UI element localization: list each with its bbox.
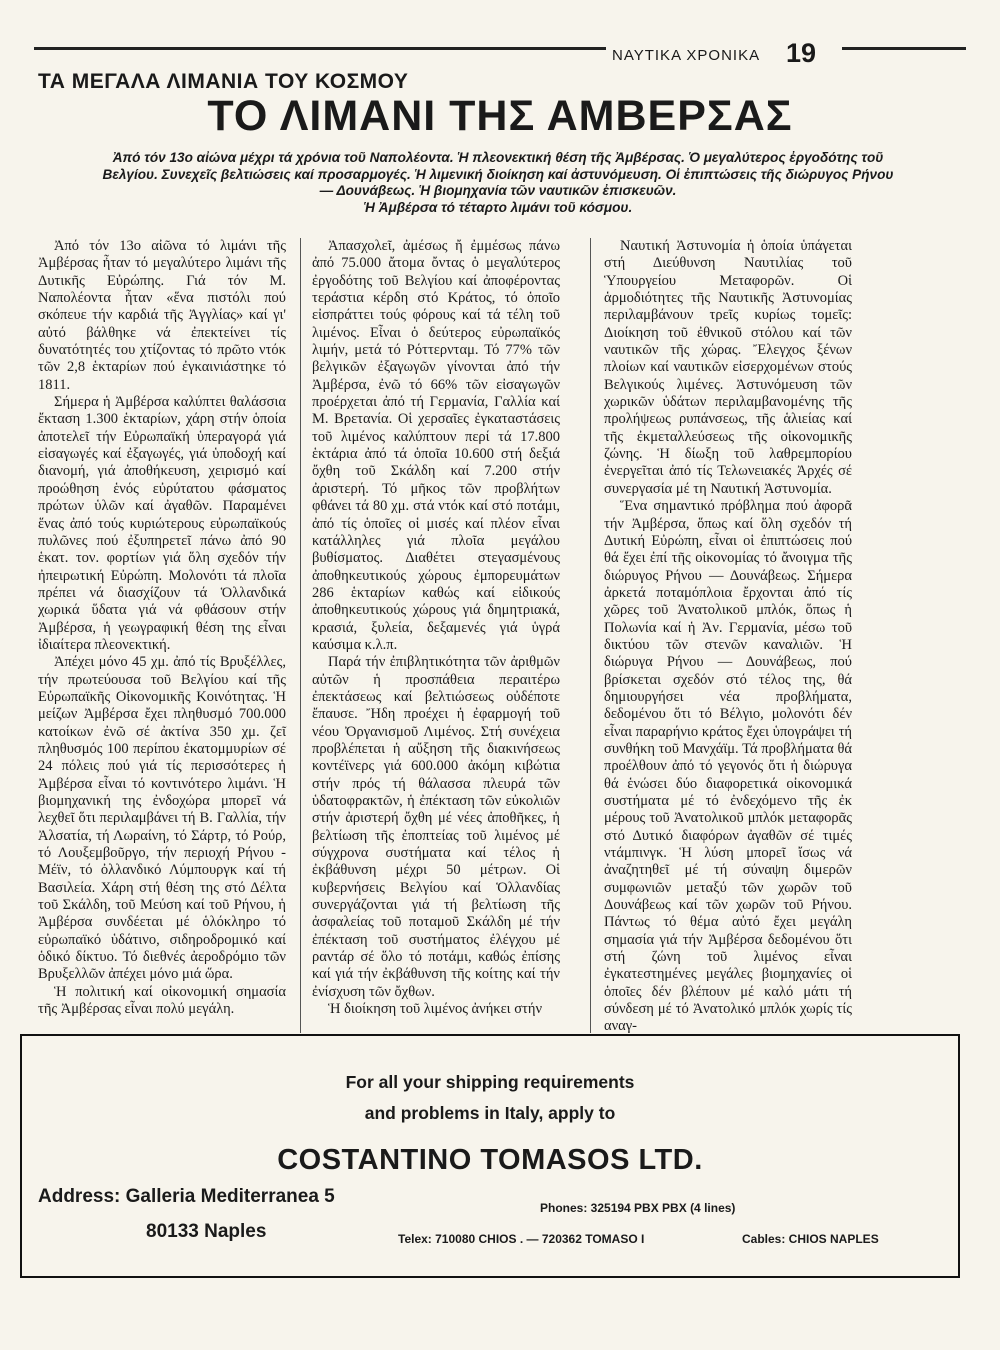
ad-cables: Cables: CHIOS NAPLES [742,1232,879,1246]
article-column-3 [604,238,852,1036]
paragraph: Ἡ πολιτική καί οἰκονομική σημασία τῆς Ἀμβέρσας εἶναι πολύ μεγάλη. [38,983,286,1018]
article-column-2 [312,238,560,1018]
series-kicker: ΤΑ ΜΕΓΑΛΑ ΛΙΜΑΝΙΑ ΤΟΥ ΚΟΣΜΟΥ [38,70,409,93]
article-headline: ΤΟ ΛΙΜΑΝΙ ΤΗΣ ΑΜΒΕΡΣΑΣ [207,92,793,140]
ad-address: Address: Galleria Mediterranea 5 [38,1186,335,1207]
column-divider [300,238,301,1033]
paragraph: Σήμερα ἡ Ἀμβέρσα καλύπτει θαλάσσια ἔκταση 1.300 ἑκταρίων, χάρη στήν ὁποία ἀποτελεῖ τήν Εὐρωπαϊκή ὑπεραγορά γιά εἰσαγωγές καί ἐξαγωγές, γιά ὑποδοχή καί διανομή, γιά ἀποθήκευση, χειρισμό καί προώθηση ἑνός εὐρύτατου φάσματος πρώτων ὑλῶν καί ἀγαθῶν. Παραμένει ἕνας ἀπό τούς κυριώτερους εὐρωπαϊκούς πυλῶνες πού ἐξυπηρετεῖ πάνω ἀπό 90 ἑκατ. τον. φορτίων γιά ὅλη σχεδόν τήν ἠπειρωτική Εὐρώπη. Μολονότι τά πλοῖα πρέπει νά διασχίζουν τά Ὁλλανδικά χωρικά ὕδατα γιά νά φθάσουν στήν Ἀμβέρσα, ἡ γεωγραφική θέση της εἶναι ἰδιαίτερα πλεονεκτική. [38,394,286,653]
paragraph: Ἕνα σημαντικό πρόβλημα πού ἀφορᾶ τήν Ἀμβέρσα, ὅπως καί ὅλη σχεδόν τή Δυτική Εὐρώπη, εἶναι οἱ ἐπιπτώσεις πού θά ἔχει ἐπί τῆς οἰκονομίας τό ἄνοιγμα τῆς διώρυγος Ρήνου — Δουνάβεως. Σήμερα ἀρκετά ποταμόπλοια ἔρχονται ἀπό τίς χῶρες τοῦ Ἀνατολικοῦ μπλόκ, ὅπως ἡ Πολωνία καί ἡ Ἀν. Γερμανία, μέσω τοῦ δικτύου τῶν στενῶν καναλιῶν. Ἡ διώρυγα Ρήνου — Δουνάβεως, πού βρίσκεται σχεδόν στό τέλος της, θά δημιουργήσει νέα προβλήματα, δεδομένου ὅτι τό Βέλγιο, μολονότι δέν εἶναι παραρήνιο κράτος ἔχει ὑπογράψει τή συνθήκη τοῦ Μανχάϊμ. Τά προβλήματα θά προέλθουν ἀπό τό γεγονός ὅτι ἡ διώρυγα θά ἑνώσει δύο διαφορετικά οἰκονομικά συστήματα μέ τό ἐνδεχόμενο τῆς ἐκ μέρους τοῦ Ἀνατολικοῦ μπλόκ μεταφορᾶς στό Δυτικό διαφόρων ἀγαθῶν σέ τιμές ντάμπινγκ. Ἡ λύση μπορεῖ ἴσως νά ἀναζητηθεῖ μέ τή σύναψη διμερῶν συμφωνιῶν μεταξύ τῶν χωρῶν τοῦ Δουνάβεως καί τῶν χωρῶν τοῦ Ρήνου. Πάντως τό θέμα αὐτό ἔχει μεγάλη σημασία γιά τήν Ἀμβέρσα δεδομένου ὅτι στή ζώνη τοῦ λιμένος εἶναι ἐγκατεστημένες μεγάλες βιομηχανίες οἱ ὁποῖες δέν βλέπουν μέ καλό μάτι τή σύνδεση μέ τό Ἀνατολικό μπλόκ χωρίς τίς αναγ- [604,498,852,1035]
summary-line: Ἡ Ἀμβέρσα τό τέταρτο λιμάνι τοῦ κόσμου. [363,199,633,215]
ad-tagline: For all your shipping requirements [345,1072,635,1092]
page-number: 19 [786,38,817,68]
summary-line: Ἀπό τόν 13ο αἰώνα μέχρι τά χρόνια τοῦ Ναπολέοντα. Ἡ πλεονεκτική θέση τῆς Ἀμβέρσας. Ὁ μεγαλύτερος ἐργοδότης τοῦ Βελγίου. Συνεχεῖς βελτιώσεις καί προσαρμογές. Ἡ λιμενική διοίκηση καί ἀστυνόμευση. Οἱ ἐπιπτώσεις τῆς διώρυγος Ρήνου— Δουνάβεως. Ἡ βιομηχανία τῶν ναυτικῶν ἐπισκευῶν. [102,150,894,198]
paragraph: Ἡ διοίκηση τοῦ λιμένος ἀνήκει στήν [328,1001,542,1018]
section-title: ΝΑΥΤΙΚΑ ΧΡΟΝΙΚΑ [612,47,761,64]
ad-phones: Phones: 325194 PBX PBX (4 lines) [540,1201,736,1215]
article-column-1 [38,238,286,1018]
header-rule-right [842,47,966,50]
ad-company-name: COSTANTINO TOMASOS LTD. [277,1144,703,1176]
paragraph: Ἀπασχολεῖ, ἀμέσως ἤ ἐμμέσως πάνω ἀπό 75.000 ἄτομα ὄντας ὁ μεγαλύτερος ἐργοδότης τοῦ Βελγίου καί ἀποφέροντας τεράστια κέρδη στό Κράτος, τό ὁποῖο εἰσπράττει τούς φόρους καί τά τέλη τοῦ λιμένος. Εἶναι ὁ δεύτερος εὐρωπαϊκός λιμήν, μετά τό Ρόττερνταμ. Τό 77% τῶν βελγικῶν ἐξαγωγῶν γίνονται ἀπό τήν Ἀμβέρσα, ἐνῶ τό 66% τῶν εἰσαγωγῶν προέρχεται ἀπό τή Γερμανία, Γαλλία καί Μ. Βρετανία. Οἱ χερσαῖες ἐγκαταστάσεις τοῦ λιμένος καλύπτουν περί τά 17.800 ἑκτάρια ἀπό τά ὁποῖα 10.600 στή δεξιά ὄχθη τοῦ Σκάλδη καί 7.200 στήν ἀριστερή. Τό μῆκος τῶν προβλήτων φθάνει τά 80 χμ. στά ντόκ καί στό ποτάμι, ἀπό τίς ὁποῖες οἱ μισές καί πλέον εἶναι κατάλληλες γιά πλοῖα μεγάλου βυθίσματος. Διαθέτει στεγασμένους ἀποθηκευτικούς χώρους ἐμπορευμάτων 286 ἑκταρίων καθώς καί εἰδικούς ἀποθηκευτικούς χώρους γιά δημητριακά, κρασιά, ξυλεία, δεξαμενές γιά ὑγρά καύσιμα κ.λ.π. [312,238,560,653]
ad-telex: Telex: 710080 CHIOS . — 720362 TOMASO I [398,1232,645,1246]
header-rule-left [34,47,606,50]
ad-tagline: and problems in Italy, apply to [364,1103,616,1123]
paragraph: Παρά τήν ἐπιβλητικότητα τῶν ἀριθμῶν αὐτῶν ἡ προσπάθεια περαιτέρω ἐπεκτάσεως καί βελτιώσεως οὐδέποτε ἔπαυσε. Ἤδη προέχει ἡ ἐφαρμογή τοῦ νέου Ὀργανισμοῦ Λιμένος. Στή συνέχεια προβλέπεται ἡ αὔξηση τῆς διακινήσεως κοντέϊνερς γιά 600.000 ἀκόμη κιβώτια στήν πρός τή θάλασσα πλευρά τῶν ὑδατοφρακτῶν, ἡ ἐπέκταση τῶν εὐκολιῶν στήν ἀριστερή ὄχθη μέ νέες ἀποθῆκες, ἡ βελτίωση τῆς ἐποπτείας τοῦ λιμένος μέ σύγχρονα συστήματα καί τέλος ἡ ἐκβάθυνση μέχρι 50 μέτρων. Οἱ κυβερνήσεις Βελγίου καί Ὁλλανδίας συνεργάζονται γιά τή βελτίωση τῆς ἀσφαλείας τοῦ ποταμοῦ Σκάλδη μέ τήν ἐπέκταση τοῦ συστήματος ἐλέγχου μέ ραντάρ σέ ὅλο τό ποτάμι, καθώς ἐπίσης καί γιά τήν ἐκβάθυνση τῆς κοίτης καί τήν ἐνίσχυση τῶν ὄχθων. [312,654,560,1000]
column-divider [590,238,591,1033]
article-summary [98,150,898,216]
ad-city: 80133 Naples [146,1221,267,1242]
paragraph: Ναυτική Ἀστυνομία ἡ ὁποία ὑπάγεται στή Διεύθυνση Ναυτιλίας τοῦ Ὑπουργείου Μεταφορῶν. Οἱ ἁρμοδιότητες τῆς Ναυτικῆς Ἀστυνομίας περιλαμβάνουν τρεῖς κυρίως τομεῖς: Διοίκηση τοῦ ἐθνικοῦ στόλου καί τῶν ναυτικῶν τῆς χώρας. Ἔλεγχος ξένων πλοίων καί ναυτικῶν εἰσερχομένων στούς Βελγικούς λιμένες. Ἀστυνόμευση τῶν χωρικῶν ὑδάτων περιλαμβανομένης τῆς προλήψεως ρυπάνσεως, τῆς ἁλιείας καί τῆς ἐκμεταλλεύσεως τῆς οἰκονομικῆς ζώνης. Ἡ δίωξη τοῦ λαθρεμπορίου ἐνεργεῖται ἀπό τίς Τελωνειακές Ἀρχές σέ συνεργασία μέ τη Ναυτική Ἀστυνομία. [604,238,852,497]
paragraph: Ἀπό τόν 13ο αἰῶνα τό λιμάνι τῆς Ἀμβέρσας ἦταν τό μεγαλύτερο λιμάνι τῆς Δυτικῆς Εὐρώπης. Γιά τόν Μ. Ναπολέοντα ἦταν «ἕνα πιστόλι πού σκόπευε τήν καρδιά τῆς Ἀγγλίας» καί γι' αὐτό βάλθηκε νά ἐπεκτείνει τίς δυνατότητές του χτίζοντας τό πρῶτο ντόκ τῶν 2,8 ἑκταρίων πού ἐγκαινιάστηκε τό 1811. [38,238,286,393]
paragraph: Ἀπέχει μόνο 45 χμ. ἀπό τίς Βρυξέλλες, τήν πρωτεύουσα τοῦ Βελγίου καί τῆς Εὐρωπαϊκῆς Οἰκονομικῆς Κοινότητας. Ἡ μείζων Ἀμβέρσα ἔχει πληθυσμό 700.000 κατοίκων ἐνῶ σέ ἀκτίνα 350 χμ. ζεῖ πληθυσμός 100 περίπου ἑκατομμυρίων σέ 24 πόλεις πού γιά τίς περισσότερες ἡ Ἀμβέρσα εἶναι τό κοντινότερο λιμάνι. Ἡ βιομηχανική της ἐνδοχώρα μπορεῖ νά λεχθεῖ ὅτι περιλαμβάνει τή Β. Γαλλία, τήν Ἀλσατία, τή Λωραίνη, τό Σάρτρ, τό Ρούρ, τό Λουξεμβοῦργο, τήν περιοχή Ρήνου - Μέϊν, τό ὀλλανδικό Λύμπουργκ καί τή Βασιλεία. Χάρη στή θέση της στό Δέλτα τοῦ Σκάλδη, τοῦ Μεύση καί τοῦ Ρήνου, ἡ Ἀμβέρσα συνδέεται μέ ὁλόκληρο τό εὐρωπαϊκό ὑδάτινο, σιδηροδρομικό καί ὁδικό δίκτυο. Τό διεθνές ἀεροδρόμιο τῶν Βρυξελλῶν ἀπέχει μόνο μιά ὥρα. [38,654,286,983]
advertisement-box [20,1034,960,1278]
